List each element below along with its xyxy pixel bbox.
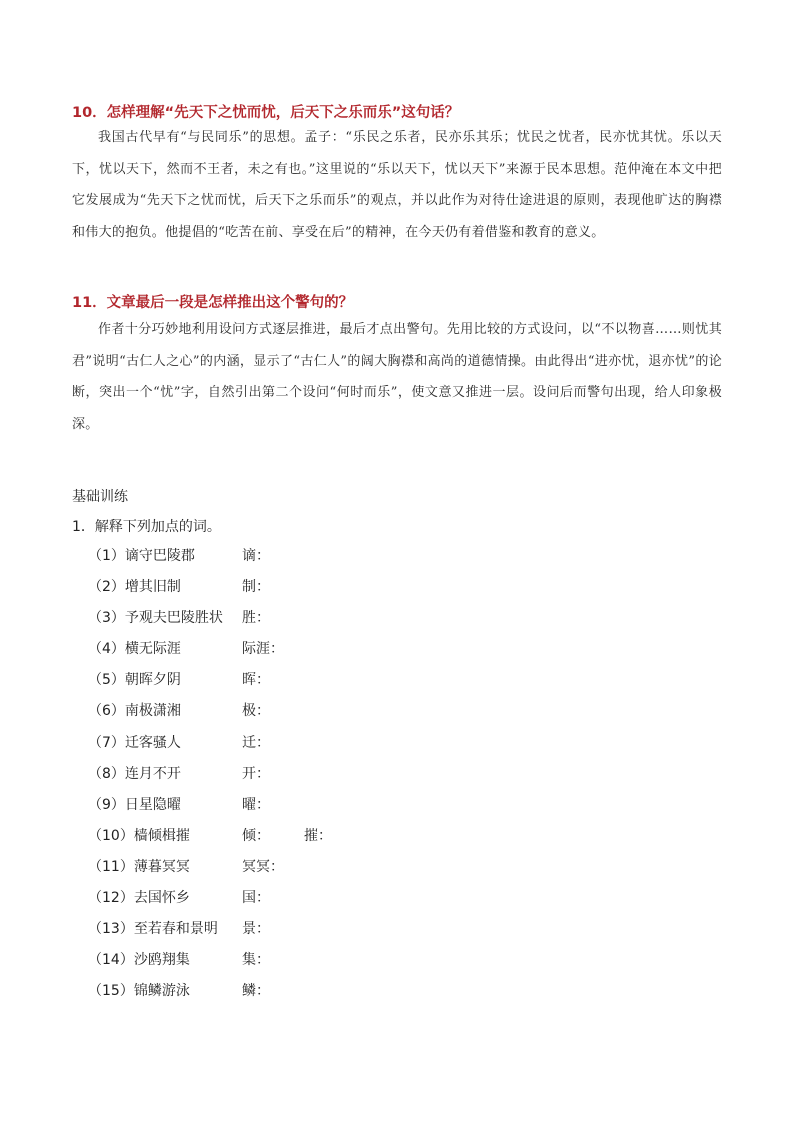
- list-item: [88, 794, 688, 825]
- question-10-answer: 我国古代早有“与民同乐”的思想。孟子：“乐民之乐者，民亦乐其乐；忧民之忧者，民亦忧其忧。乐以天下，忧以天下，然而不王者，未之有也。”这里说的“乐以天下，忧以天下”来源于民本思想。范仲淹在本文中把它发展成为“先天下之忧而忧，后天下之乐而乐”的观点，并以此作为对待仕途进退的原则，表现他旷达的胸襟和伟大的抱负。他提倡的“吃苦在前、享受在后”的精神，在今天仍有着借鉴和教育的意义。: [72, 130, 722, 240]
- item-phrase: （4）横无际涯: [88, 641, 181, 658]
- list-item: [88, 700, 688, 731]
- item-phrase: （3）予观夫巴陵胜状: [88, 610, 223, 627]
- item-blank: 制：: [242, 579, 270, 596]
- list-item: [88, 980, 688, 1011]
- item-blank: 倾：: [242, 827, 270, 844]
- item-phrase: （14）沙鸥翔集: [88, 952, 190, 969]
- item-phrase: （8）连月不开: [88, 765, 181, 782]
- list-item: [88, 887, 688, 918]
- list-item: [88, 856, 688, 887]
- item-blank: 曜：: [242, 796, 270, 813]
- item-phrase: （6）南极潇湘: [88, 703, 181, 720]
- item-blank: 谪：: [242, 548, 270, 564]
- item-phrase: （10）樯倾楫摧: [88, 827, 190, 844]
- vocabulary-list: [88, 545, 688, 1011]
- item-blank: 鳞：: [242, 983, 270, 1000]
- question-11-title: 11．文章最后一段是怎样推出这个警句的？: [72, 295, 354, 311]
- section-title: 基础训练: [72, 489, 128, 505]
- item-blank: 迁：: [242, 734, 270, 751]
- item-blank: 开：: [242, 765, 270, 782]
- item-phrase: （5）朝晖夕阴: [88, 672, 181, 689]
- item-blank: 冥冥：: [242, 858, 284, 875]
- list-item: [88, 607, 688, 638]
- item-blank-second: 摧：: [304, 827, 332, 844]
- item-phrase: （1）谪守巴陵郡: [88, 548, 195, 564]
- item-blank: 际涯：: [242, 641, 284, 658]
- item-blank: 晖：: [242, 672, 270, 689]
- item-phrase: （9）日星隐曜: [88, 796, 181, 813]
- item-phrase: （13）至若春和景明: [88, 921, 218, 938]
- item-blank: 国：: [242, 890, 270, 907]
- item-phrase: （11）薄暮冥冥: [88, 858, 190, 875]
- exercise-heading: 1．解释下列加点的词。: [72, 519, 221, 535]
- list-item: [88, 949, 688, 980]
- question-10-title: 10．怎样理解“先天下之忧而忧，后天下之乐而乐”这句话？: [72, 105, 460, 121]
- list-item: [88, 669, 688, 700]
- item-phrase: （7）迁客骚人: [88, 734, 181, 751]
- item-blank: 极：: [242, 703, 270, 720]
- item-blank: 集：: [242, 952, 270, 969]
- list-item: [88, 732, 688, 763]
- list-item: [88, 638, 688, 669]
- list-item: [88, 918, 688, 949]
- list-item: [88, 825, 688, 856]
- question-11-answer: 作者十分巧妙地利用设问方式逐层推进，最后才点出警句。先用比较的方式设问，以“不以物喜……则忧其君”说明“古仁人之心”的内涵，显示了“古仁人”的阔大胸襟和高尚的道德情操。由此得出“进亦忧，退亦忧”的论断，突出一个“忧”字，自然引出第二个设问“何时而乐”，使文意又推进一层。设问后而警句出现，给人印象极深。: [72, 322, 722, 432]
- item-phrase: （12）去国怀乡: [88, 890, 190, 907]
- item-phrase: （15）锦鳞游泳: [88, 983, 190, 1000]
- item-blank: 胜：: [242, 610, 270, 627]
- item-blank: 景：: [242, 921, 270, 938]
- list-item: [88, 576, 688, 607]
- list-item: [88, 545, 688, 576]
- item-phrase: （2）增其旧制: [88, 579, 181, 596]
- list-item: [88, 763, 688, 794]
